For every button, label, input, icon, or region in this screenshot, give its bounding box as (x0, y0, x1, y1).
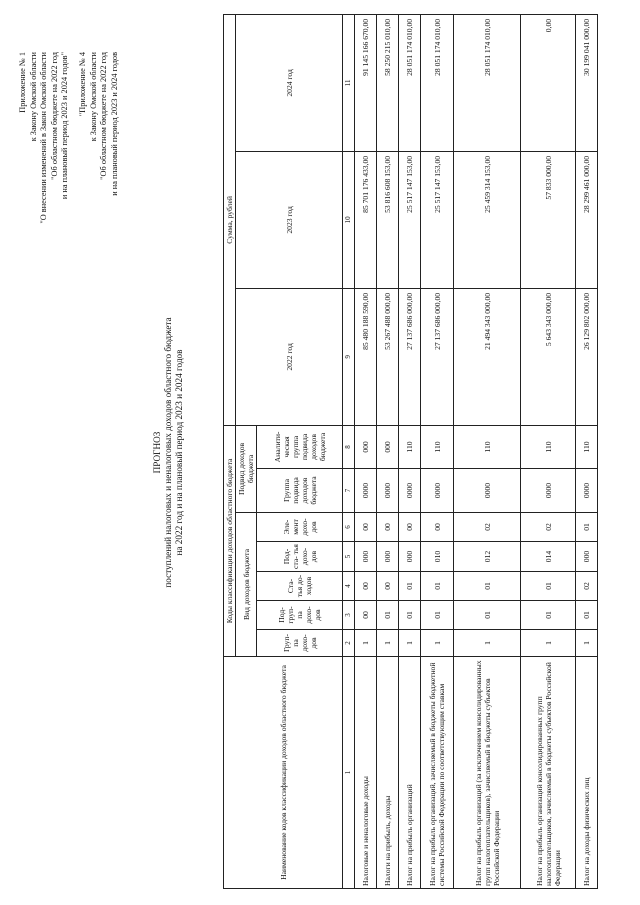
table-row (521, 14, 576, 888)
revenue-forecast-table (223, 14, 598, 889)
code-subkind-group: 0000 (355, 469, 377, 513)
annex-line: Приложение № 1 (18, 52, 27, 113)
code-subarticle: 012 (454, 542, 521, 572)
code-group: 1 (576, 630, 598, 657)
code-element: 02 (454, 513, 521, 542)
header-name-column: Наименование кодов классификации доходов областного бюджета (224, 657, 343, 889)
title-line: поступлений налоговых и неналоговых доходов областного бюджета (163, 317, 173, 588)
row-name: Налог на прибыль организаций, зачисляемый в бюджеты бюджетной системы Российской Федерации по соответствующим ставкам (421, 657, 454, 889)
table-row (421, 14, 454, 888)
amount-2022: 27 137 686 000,00 (399, 288, 421, 425)
annex-line: "О внесении изменений в Закон Омской области (39, 52, 48, 224)
code-subgroup: 01 (421, 601, 454, 630)
amount-2022: 27 137 686 000,00 (421, 288, 454, 425)
header-codes-group: Коды классификации доходов областного бюджета (224, 425, 236, 656)
title-line: ПРОГНОЗ (152, 431, 162, 474)
header-subgroup: Под- груп- па дохо- дов (257, 601, 343, 630)
code-analytic-group: 110 (399, 425, 421, 468)
annex-line: к Закону Омской области (88, 52, 98, 142)
amount-2023: 85 701 176 433,00 (355, 151, 377, 288)
header-article: Ста- тья до- ходов (257, 572, 343, 601)
amount-2022: 85 480 188 590,00 (355, 288, 377, 425)
column-number: 9 (343, 288, 355, 425)
code-group: 1 (421, 630, 454, 657)
row-name: Налог на прибыль организаций (за исключением консолидированных групп налогоплательщиков), зачисляемый в бюджеты субъектов Российской Федерации (454, 657, 521, 889)
column-number: 1 (343, 657, 355, 889)
code-subgroup: 00 (355, 601, 377, 630)
annex-note-1 (18, 52, 71, 224)
code-article: 02 (576, 572, 598, 601)
header-year-2024: 2024 год (236, 14, 343, 151)
title-line: на 2022 год и на плановый период 2023 и 2024 годов (174, 349, 184, 556)
row-name: Налог на прибыль организаций (399, 657, 421, 889)
code-group: 1 (399, 630, 421, 657)
code-subarticle: 014 (521, 542, 576, 572)
code-subarticle: 000 (377, 542, 399, 572)
column-number: 8 (343, 425, 355, 468)
column-number: 2 (343, 630, 355, 657)
amount-2023: 25 517 147 153,00 (421, 151, 454, 288)
amount-2024: 91 145 166 670,00 (355, 14, 377, 151)
header-year-2022: 2022 год (236, 288, 343, 425)
column-number: 3 (343, 601, 355, 630)
code-subarticle: 010 (421, 542, 454, 572)
code-subkind-group: 0000 (454, 469, 521, 513)
code-article: 01 (421, 572, 454, 601)
amount-2024: 58 250 215 010,00 (377, 14, 399, 151)
header-kind-group: Вид доходов бюджета (236, 513, 257, 657)
code-group: 1 (377, 630, 399, 657)
code-element: 02 (521, 513, 576, 542)
row-name: Налоговые и неналоговые доходы (355, 657, 377, 889)
amount-2024: 28 051 174 010,00 (454, 14, 521, 151)
amount-2022: 53 267 488 000,00 (377, 288, 399, 425)
code-subarticle: 000 (576, 542, 598, 572)
amount-2023: 25 517 147 153,00 (399, 151, 421, 288)
code-subarticle: 000 (355, 542, 377, 572)
header-subkind-code-group: Группа подвида доходов бюджета (257, 469, 343, 513)
column-number: 6 (343, 513, 355, 542)
code-element: 00 (399, 513, 421, 542)
column-number: 7 (343, 469, 355, 513)
row-name: Налог на прибыль организаций консолидированных групп налогоплательщиков, зачисляемый в бюджеты субъектов Российской Федерации (521, 657, 576, 889)
code-article: 01 (399, 572, 421, 601)
code-subgroup: 01 (377, 601, 399, 630)
amount-2023: 28 299 461 000,00 (576, 151, 598, 288)
table-row (355, 14, 377, 888)
document-title (152, 0, 185, 905)
code-subkind-group: 0000 (399, 469, 421, 513)
code-element: 00 (355, 513, 377, 542)
code-subkind-group: 0000 (576, 469, 598, 513)
code-subgroup: 01 (521, 601, 576, 630)
amount-2022: 21 494 343 000,00 (454, 288, 521, 425)
amount-2024: 28 051 174 010,00 (421, 14, 454, 151)
code-group: 1 (355, 630, 377, 657)
code-element: 01 (576, 513, 598, 542)
code-article: 01 (454, 572, 521, 601)
annex-line: и на плановый период 2023 и 2024 годов" (60, 52, 69, 200)
code-analytic-group: 110 (421, 425, 454, 468)
code-analytic-group: 000 (355, 425, 377, 468)
row-name: Налоги на прибыль, доходы (377, 657, 399, 889)
code-subkind-group: 0000 (377, 469, 399, 513)
code-article: 01 (521, 572, 576, 601)
amount-2024: 30 199 041 000,00 (576, 14, 598, 151)
column-number: 4 (343, 572, 355, 601)
amount-2024: 0,00 (521, 14, 576, 151)
table-row (576, 14, 598, 888)
code-element: 00 (377, 513, 399, 542)
annex-line: и на плановый период 2023 и 2024 годов (109, 52, 119, 196)
code-subarticle: 000 (399, 542, 421, 572)
column-number: 5 (343, 542, 355, 572)
code-analytic-group: 000 (377, 425, 399, 468)
header-subarticle: Под- ста- тья дохо- дов (257, 542, 343, 572)
annex-line: "Об областном бюджете на 2022 год (49, 52, 59, 180)
header-group: Груп- па дохо- дов (257, 630, 343, 657)
code-article: 00 (355, 572, 377, 601)
amount-2024: 28 051 174 010,00 (399, 14, 421, 151)
code-analytic-group: 110 (576, 425, 598, 468)
header-amount-group: Сумма, рублей (224, 14, 236, 425)
table-row (377, 14, 399, 888)
header-subkind-group: Подвид доходов бюджета (236, 425, 257, 512)
code-group: 1 (454, 630, 521, 657)
code-subkind-group: 0000 (521, 469, 576, 513)
code-subkind-group: 0000 (421, 469, 454, 513)
amount-2022: 26 129 802 000,00 (576, 288, 598, 425)
amount-2022: 5 643 343 000,00 (521, 288, 576, 425)
annex-line: к Закону Омской области (28, 52, 38, 142)
code-subgroup: 01 (576, 601, 598, 630)
annex-line: "Об областном бюджете на 2022 год (99, 52, 108, 180)
header-analytic-group: Аналити- ческая группа подвида доходов бюджета (257, 425, 343, 468)
annex-note-4 (78, 52, 120, 196)
amount-2023: 57 833 000,00 (521, 151, 576, 288)
table-row (399, 14, 421, 888)
code-group: 1 (521, 630, 576, 657)
code-subgroup: 01 (454, 601, 521, 630)
code-element: 00 (421, 513, 454, 542)
code-article: 00 (377, 572, 399, 601)
header-year-2023: 2023 год (236, 151, 343, 288)
code-analytic-group: 110 (454, 425, 521, 468)
column-number: 10 (343, 151, 355, 288)
column-number: 11 (343, 14, 355, 151)
code-analytic-group: 110 (521, 425, 576, 468)
amount-2023: 25 459 314 153,00 (454, 151, 521, 288)
header-element: Эле- мент дохо- дов (257, 513, 343, 542)
annex-line: "Приложение № 4 (78, 52, 87, 117)
table-row (454, 14, 521, 888)
amount-2023: 53 816 608 153,00 (377, 151, 399, 288)
code-subgroup: 01 (399, 601, 421, 630)
row-name: Налог на доходы физических лиц (576, 657, 598, 889)
